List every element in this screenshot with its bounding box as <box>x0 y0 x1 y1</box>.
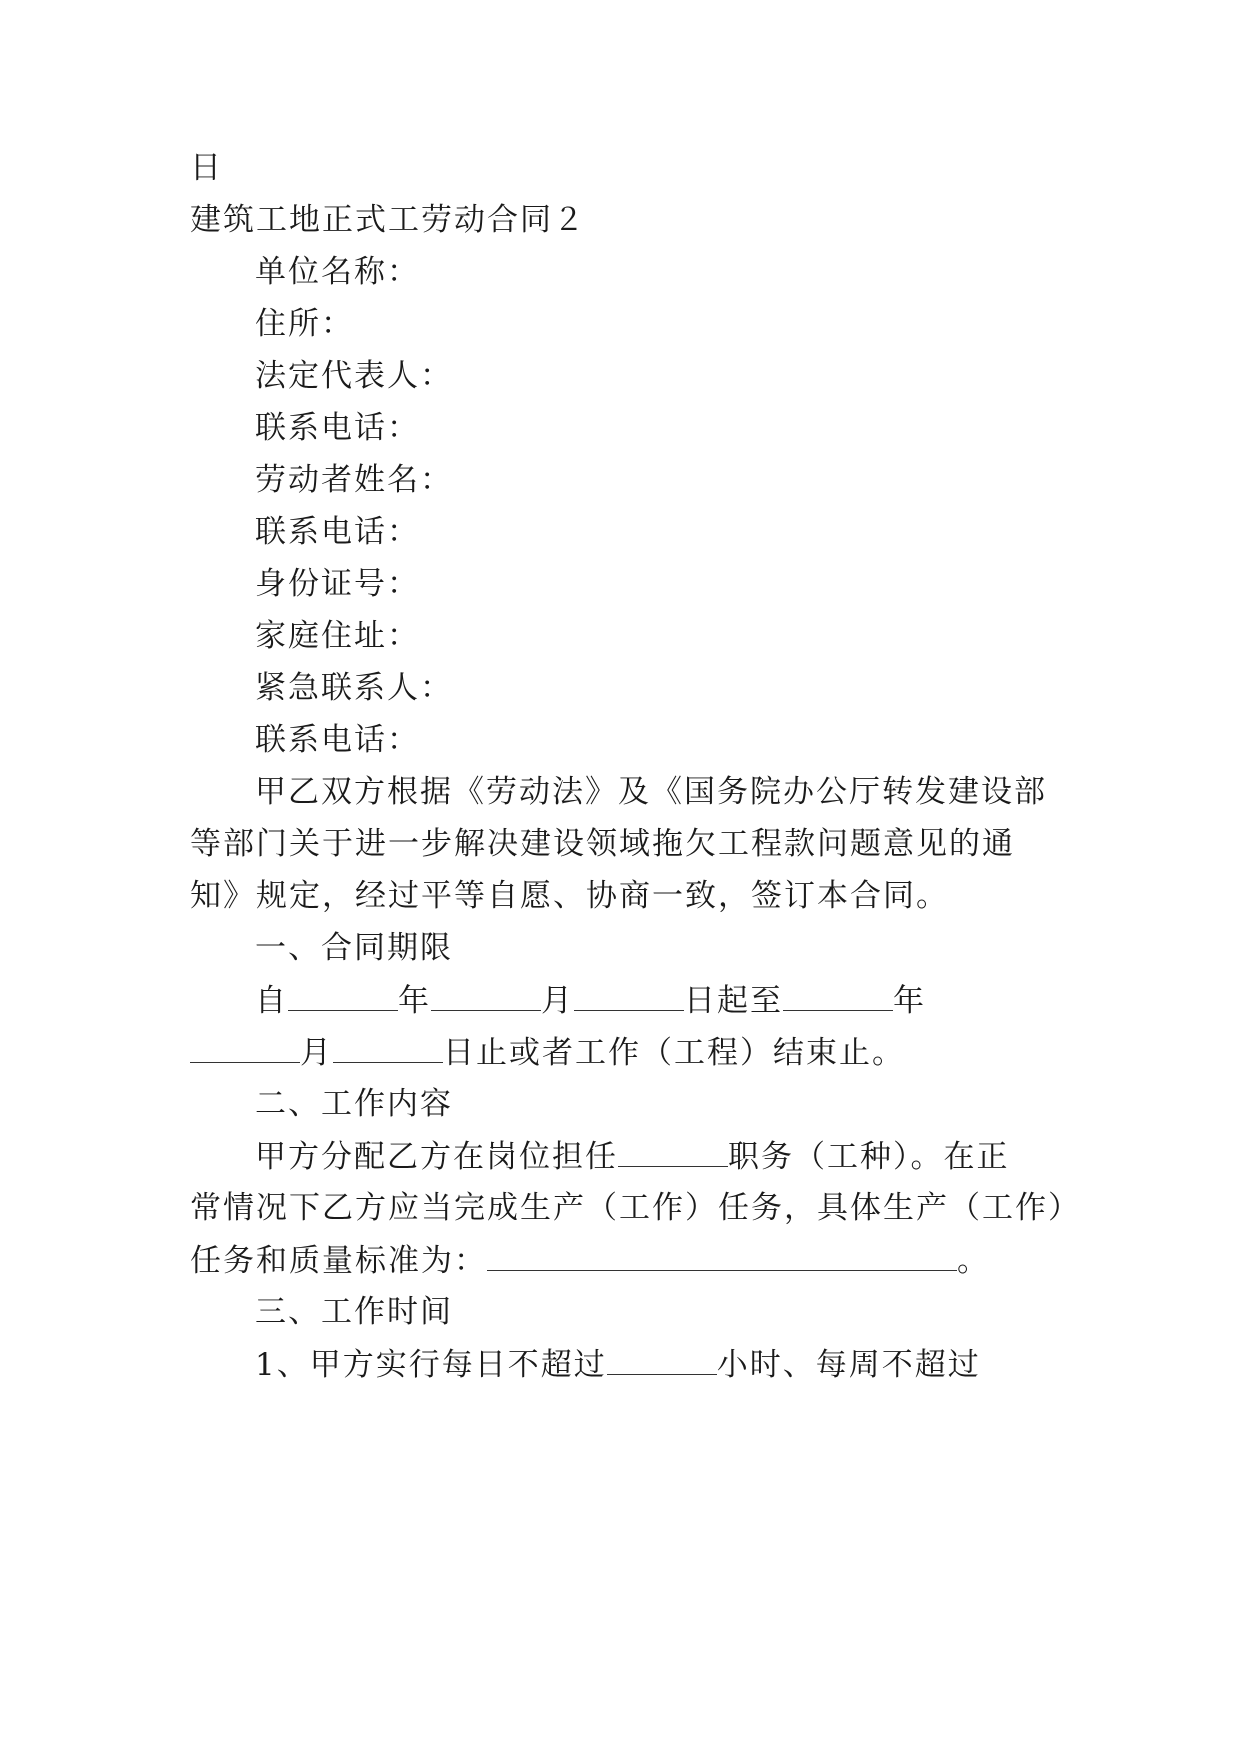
field-phone-2: 联系电话： <box>255 514 420 550</box>
section1-day-from-to: 日起至 <box>684 983 783 1019</box>
section2-line3-a: 任务和质量标准为： <box>190 1243 487 1279</box>
field-emergency-contact: 紧急联系人： <box>255 670 453 706</box>
section2-line-3 <box>190 1240 1050 1281</box>
field-unit-name: 单位名称： <box>255 254 420 290</box>
section2-line3-end: 。 <box>957 1243 990 1279</box>
section3-item1-b: 小时、每周不超过 <box>716 1347 981 1383</box>
field-phone-3: 联系电话： <box>255 722 420 758</box>
blank-daily-hours <box>607 1344 717 1375</box>
field-phone-1: 联系电话： <box>255 410 420 446</box>
top-fragment: 日 <box>190 150 223 186</box>
section2-line-2: 常情况下乙方应当完成生产（工作）任务，具体生产（工作） <box>190 1190 1081 1226</box>
blank-end-day <box>333 1032 443 1063</box>
section3-item1-a: 1、甲方实行每日不超过 <box>255 1347 607 1383</box>
blank-quality-standard <box>487 1240 957 1271</box>
section1-line-1 <box>255 980 1115 1021</box>
intro-line-3: 知》规定，经过平等自愿、协商一致，签订本合同。 <box>190 878 949 914</box>
blank-start-day <box>574 980 684 1011</box>
section1-year: 年 <box>398 983 431 1019</box>
blank-end-year <box>783 980 893 1011</box>
section2-line-1 <box>255 1136 1115 1177</box>
section1-year2: 年 <box>893 983 926 1019</box>
document-title: 建筑工地正式工劳动合同２ <box>190 202 586 238</box>
section1-month: 月 <box>541 983 574 1019</box>
field-home-address: 家庭住址： <box>255 618 420 654</box>
field-address: 住所： <box>255 306 354 342</box>
section3-heading: 三、工作时间 <box>255 1294 453 1330</box>
field-worker-name: 劳动者姓名： <box>255 462 453 498</box>
field-id-number: 身份证号： <box>255 566 420 602</box>
blank-position <box>618 1136 728 1167</box>
section1-from: 自 <box>255 983 288 1019</box>
section1-end-text: 日止或者工作（工程）结束止。 <box>443 1035 905 1071</box>
section1-heading: 一、合同期限 <box>255 930 453 966</box>
section2-line1-b: 职务（工种）。在正 <box>728 1139 1010 1175</box>
intro-line-1: 甲乙双方根据《劳动法》及《国务院办公厅转发建设部 <box>255 774 1047 810</box>
blank-start-year <box>288 980 398 1011</box>
field-legal-rep: 法定代表人： <box>255 358 453 394</box>
section1-month2: 月 <box>300 1035 333 1071</box>
intro-line-2: 等部门关于进一步解决建设领域拖欠工程款问题意见的通 <box>190 826 1015 862</box>
section1-line-2 <box>190 1032 1050 1073</box>
blank-start-month <box>431 980 541 1011</box>
section2-line1-a: 甲方分配乙方在岗位担任 <box>255 1139 618 1175</box>
blank-end-month <box>190 1032 300 1063</box>
section2-heading: 二、工作内容 <box>255 1086 453 1122</box>
section3-item-1 <box>255 1344 1115 1385</box>
